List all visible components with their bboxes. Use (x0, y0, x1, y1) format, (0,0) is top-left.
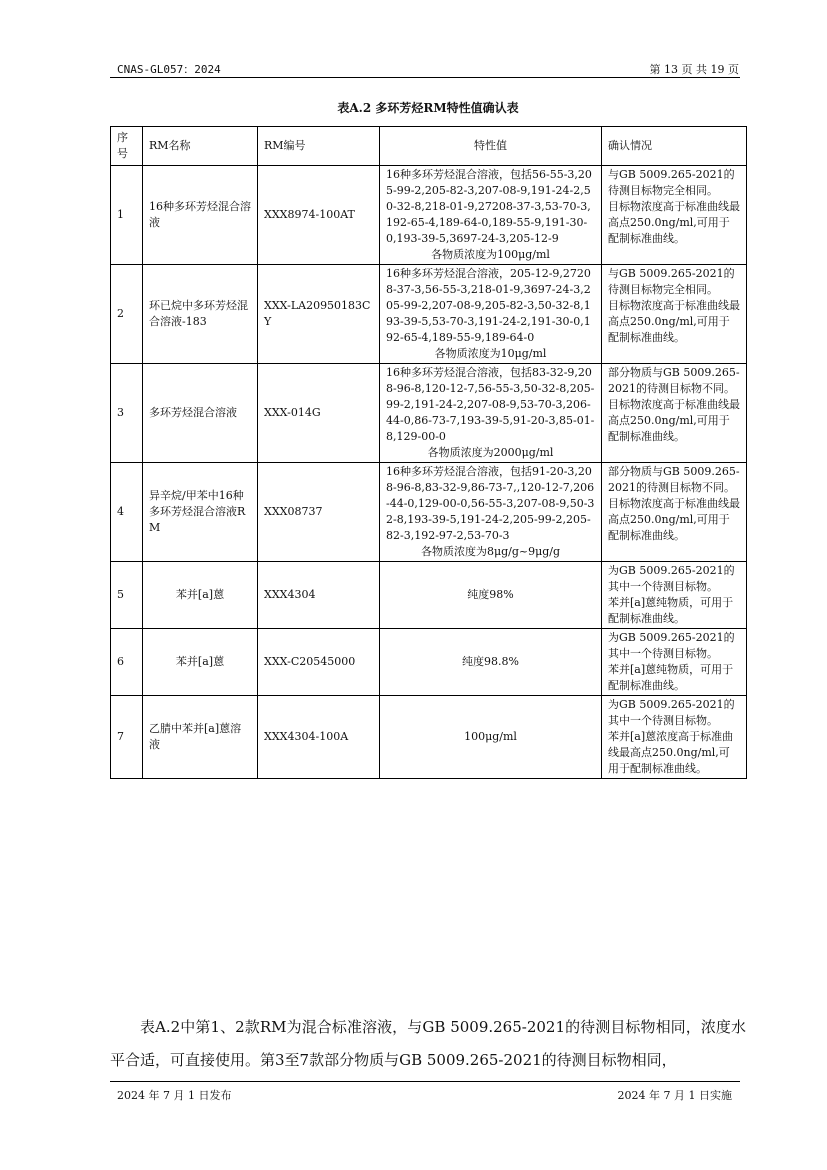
cell-no: 4 (111, 463, 143, 562)
cell-no: 5 (111, 562, 143, 629)
cell-confirm: 为GB 5009.265-2021的其中一个待测目标物。 苯并[a]蒽纯物质，可用于配制标准曲线。 (602, 629, 747, 696)
cell-code: XXX4304 (258, 562, 380, 629)
col-header-code: RM编号 (258, 127, 380, 166)
cell-no: 3 (111, 364, 143, 463)
table-caption: 表A.2 多环芳烃RM特性值确认表 (337, 101, 519, 115)
concentration-text: 各物质浓度为100μg/ml (431, 248, 550, 261)
cell-no: 1 (111, 166, 143, 265)
body-paragraph: 表A.2中第1、2款RM为混合标准溶液，与GB 5009.265-2021的待测目标物相同，浓度水平合适，可直接使用。第3至7款部分物质与GB 5009.265-2021的待测目标物相同， (110, 1018, 746, 1069)
property-text: 16种多环芳烃混合溶液，包括56-55-3,205-99-2,205-82-3,207-08-9,191-24-2,50-32-8,218-01-9,27208-37-3,53-70-3,192-65-4,189-64-0,189-55-9,191-30-0,193-39-5,3697-24-3,205-12-9 (386, 168, 592, 245)
table-row (111, 629, 747, 696)
cell-confirm: 与GB 5009.265-2021的待测目标物完全相同。 目标物浓度高于标准曲线最高点250.0ng/ml,可用于配制标准曲线。 (602, 166, 747, 265)
footer-issued-date: 2024 年 7 月 1 日发布 (117, 1089, 232, 1102)
cell-code: XXX8974-100AT (258, 166, 380, 265)
cell-no: 7 (111, 696, 143, 779)
cell-name: 多环芳烃混合溶液 (143, 364, 258, 463)
cell-property: 纯度98.8% (380, 629, 602, 696)
cell-property (380, 166, 602, 265)
concentration-text: 各物质浓度为10μg/ml (434, 347, 547, 360)
cell-confirm: 部分物质与GB 5009.265-2021的待测目标物不同。 目标物浓度高于标准曲线最高点250.0ng/ml,可用于配制标准曲线。 (602, 364, 747, 463)
cell-name: 环已烷中多环芳烃混合溶液-183 (143, 265, 258, 364)
cell-confirm: 为GB 5009.265-2021的其中一个待测目标物。 苯并[a]蒽纯物质，可用于配制标准曲线。 (602, 562, 747, 629)
cell-property: 纯度98% (380, 562, 602, 629)
table-row (111, 696, 747, 779)
cell-name: 苯并[a]蒽 (143, 629, 258, 696)
concentration-text: 各物质浓度为8μg/g~9μg/g (420, 545, 561, 558)
table-row (111, 265, 747, 364)
property-text: 16种多环芳烃混合溶液，包括83-32-9,208-96-8,120-12-7,56-55-3,50-32-8,205-99-2,191-24-2,207-08-9,53-70-3,206-44-0,86-73-7,193-39-5,91-20-3,85-01-8,129-00-0 (386, 366, 595, 443)
cell-property (380, 463, 602, 562)
cell-property: 100μg/ml (380, 696, 602, 779)
cell-code: XXX-014G (258, 364, 380, 463)
table-row (111, 463, 747, 562)
header-rule (110, 77, 740, 78)
cell-code: XXX08737 (258, 463, 380, 562)
cell-code: XXX4304-100A (258, 696, 380, 779)
table-header-row (111, 127, 747, 166)
cell-confirm: 部分物质与GB 5009.265-2021的待测目标物不同。 目标物浓度高于标准曲线最高点250.0ng/ml,可用于配制标准曲线。 (602, 463, 747, 562)
header-page-info: 第 13 页 共 19 页 (649, 63, 739, 76)
cell-name: 苯并[a]蒽 (143, 562, 258, 629)
cell-confirm: 与GB 5009.265-2021的待测目标物完全相同。 目标物浓度高于标准曲线最高点250.0ng/ml,可用于配制标准曲线。 (602, 265, 747, 364)
cell-property (380, 364, 602, 463)
property-text: 16种多环芳烃混合溶液，205-12-9,27208-37-3,56-55-3,218-01-9,3697-24-3,205-99-2,207-08-9,205-82-3,50-32-8,193-39-5,53-70-3,191-24-2,191-30-0,192-65-4,189-55-9,189-64-0 (386, 267, 591, 344)
table-row (111, 364, 747, 463)
col-header-property: 特性值 (380, 127, 602, 166)
header-doc-id: CNAS-GL057：2024 (117, 63, 221, 76)
footer-effective-date: 2024 年 7 月 1 日实施 (617, 1089, 732, 1102)
col-header-no: 序号 (111, 127, 143, 166)
cell-no: 2 (111, 265, 143, 364)
table-row (111, 562, 747, 629)
cell-name: 16种多环芳烃混合溶液 (143, 166, 258, 265)
table-row (111, 166, 747, 265)
cell-code: XXX-LA20950183CY (258, 265, 380, 364)
cell-confirm: 为GB 5009.265-2021的其中一个待测目标物。 苯并[a]蒽浓度高于标准曲线最高点250.0ng/ml,可用于配制标准曲线。 (602, 696, 747, 779)
concentration-text: 各物质浓度为2000μg/ml (427, 446, 554, 459)
cell-no: 6 (111, 629, 143, 696)
rm-characteristic-table (110, 126, 747, 779)
cell-name: 异辛烷/甲苯中16种多环芳烃混合溶液RM (143, 463, 258, 562)
col-header-confirm: 确认情况 (602, 127, 747, 166)
cell-name: 乙腈中苯并[a]蒽溶液 (143, 696, 258, 779)
property-text: 16种多环芳烃混合溶液，包括91-20-3,208-96-8,83-32-9,86-73-7,,120-12-7,206-44-0,129-00-0,56-55-3,207-08-9,50-32-8,193-39-5,191-24-2,205-99-2,205-82-3,192-97-2,53-70-3 (386, 465, 595, 542)
cell-code: XXX-C20545000 (258, 629, 380, 696)
cell-property (380, 265, 602, 364)
col-header-name: RM名称 (143, 127, 258, 166)
footer-rule (110, 1081, 740, 1082)
